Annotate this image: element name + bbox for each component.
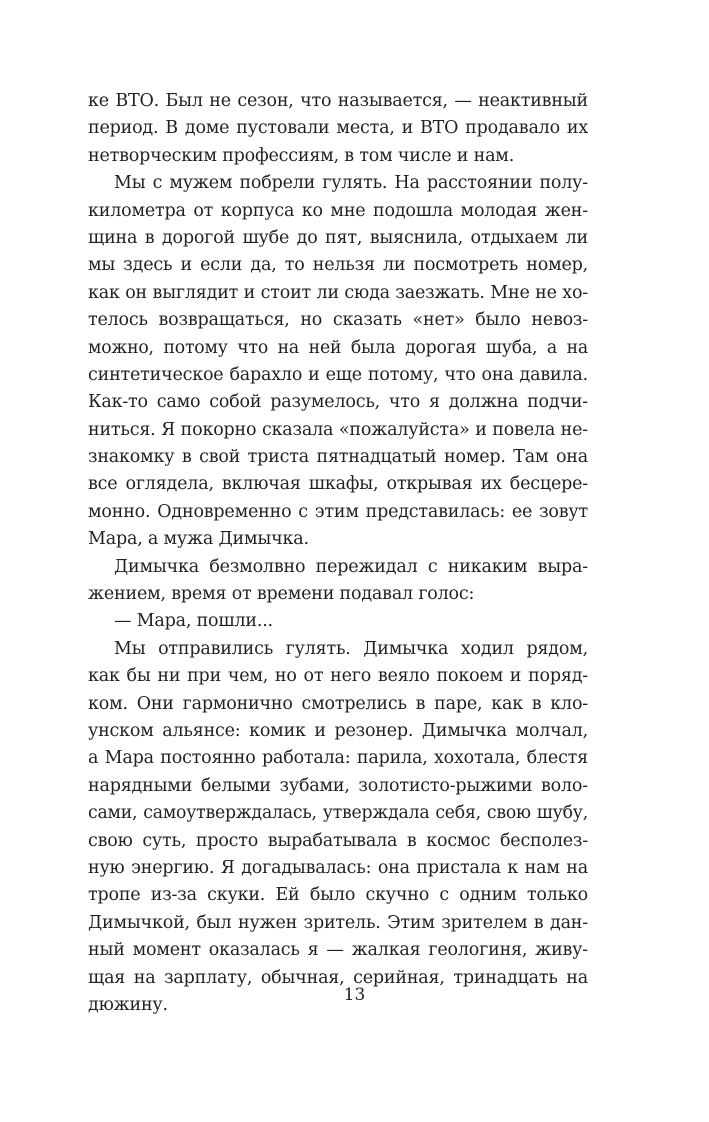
text-line: все оглядела, включая шкафы, открывая их бесцере- bbox=[88, 474, 588, 495]
text-line: мы здесь и если да, то нельзя ли посмотреть номер, bbox=[88, 255, 588, 276]
text-line: километра от корпуса ко мне подошла молодая жен- bbox=[88, 200, 588, 221]
text-line: можно, потому что на ней была дорогая шуба, а на bbox=[88, 337, 588, 358]
text-line: как он выглядит и стоит ли сюда заезжать. Мне не хо- bbox=[88, 282, 588, 303]
text-line: монно. Одновременно с этим представилась: ее зовут bbox=[88, 501, 588, 522]
text-line: ком. Они гармонично смотрелись в паре, как в кло- bbox=[88, 693, 588, 714]
text-line: Как-то само собой разумелось, что я должна подчи- bbox=[88, 392, 588, 413]
text-line: ный момент оказалась я — жалкая геологиня, живу- bbox=[88, 940, 588, 961]
paragraph bbox=[88, 170, 588, 553]
text-line: телось возвращаться, но сказать «нет» было невоз- bbox=[88, 310, 588, 331]
text-line: щая на зарплату, обычная, серийная, тринадцать на bbox=[88, 967, 588, 988]
text-line: жением, время от времени подавал голос: bbox=[88, 584, 475, 605]
paragraph bbox=[88, 88, 588, 170]
text-line: Мы отправились гулять. Димычка ходил рядом, bbox=[114, 638, 588, 659]
text-line: Димычка безмолвно пережидал с никаким выра- bbox=[114, 556, 588, 577]
text-line: Мара, а мужа Димычка. bbox=[88, 529, 309, 550]
paragraph bbox=[88, 554, 588, 609]
text-line: как бы ни при чем, но от него веяло покоем и поряд- bbox=[88, 666, 588, 687]
text-line: Димычкой, был нужен зритель. Этим зрителем в дан- bbox=[88, 912, 588, 933]
paragraph bbox=[88, 636, 588, 1019]
text-line: синтетическое барахло и еще потому, что она давила. bbox=[88, 364, 588, 385]
text-line: нарядными белыми зубами, золотисто-рыжими воло- bbox=[88, 775, 588, 796]
page-text bbox=[88, 88, 588, 1019]
text-line: нетворческим профессиям, в том числе и нам. bbox=[88, 145, 515, 166]
text-line: дюжину. bbox=[88, 994, 168, 1015]
text-line: знакомку в свой триста пятнадцатый номер. Там она bbox=[88, 447, 588, 468]
text-line: ке ВТО. Был не сезон, что называется, — неактивный bbox=[88, 91, 588, 111]
text-line: свою суть, просто вырабатывала в космос бесполез- bbox=[88, 830, 588, 851]
text-line: сами, самоутверждалась, утверждала себя, свою шубу, bbox=[88, 803, 588, 824]
text-line: щина в дорогой шубе до пят, выяснила, отдыхаем ли bbox=[88, 227, 588, 248]
text-line: унском альянсе: комик и резонер. Димычка молчал, bbox=[88, 720, 588, 741]
text-line: ную энергию. Я догадывалась: она пристала к нам на bbox=[88, 857, 588, 878]
paragraph bbox=[88, 608, 588, 635]
text-line: период. В доме пустовали места, и ВТО продавало их bbox=[88, 118, 588, 139]
text-line: тропе из-за скуки. Ей было скучно с одним только bbox=[88, 885, 588, 906]
page-number: 13 bbox=[343, 985, 366, 1005]
text-line: ниться. Я покорно сказала «пожалуйста» и повела не- bbox=[88, 419, 588, 440]
text-line: а Мара постоянно работала: парила, хохотала, блестя bbox=[88, 748, 588, 769]
text-line: Мы с мужем побрели гулять. На расстоянии полу- bbox=[114, 173, 588, 194]
text-line: — Мара, пошли... bbox=[114, 611, 273, 632]
